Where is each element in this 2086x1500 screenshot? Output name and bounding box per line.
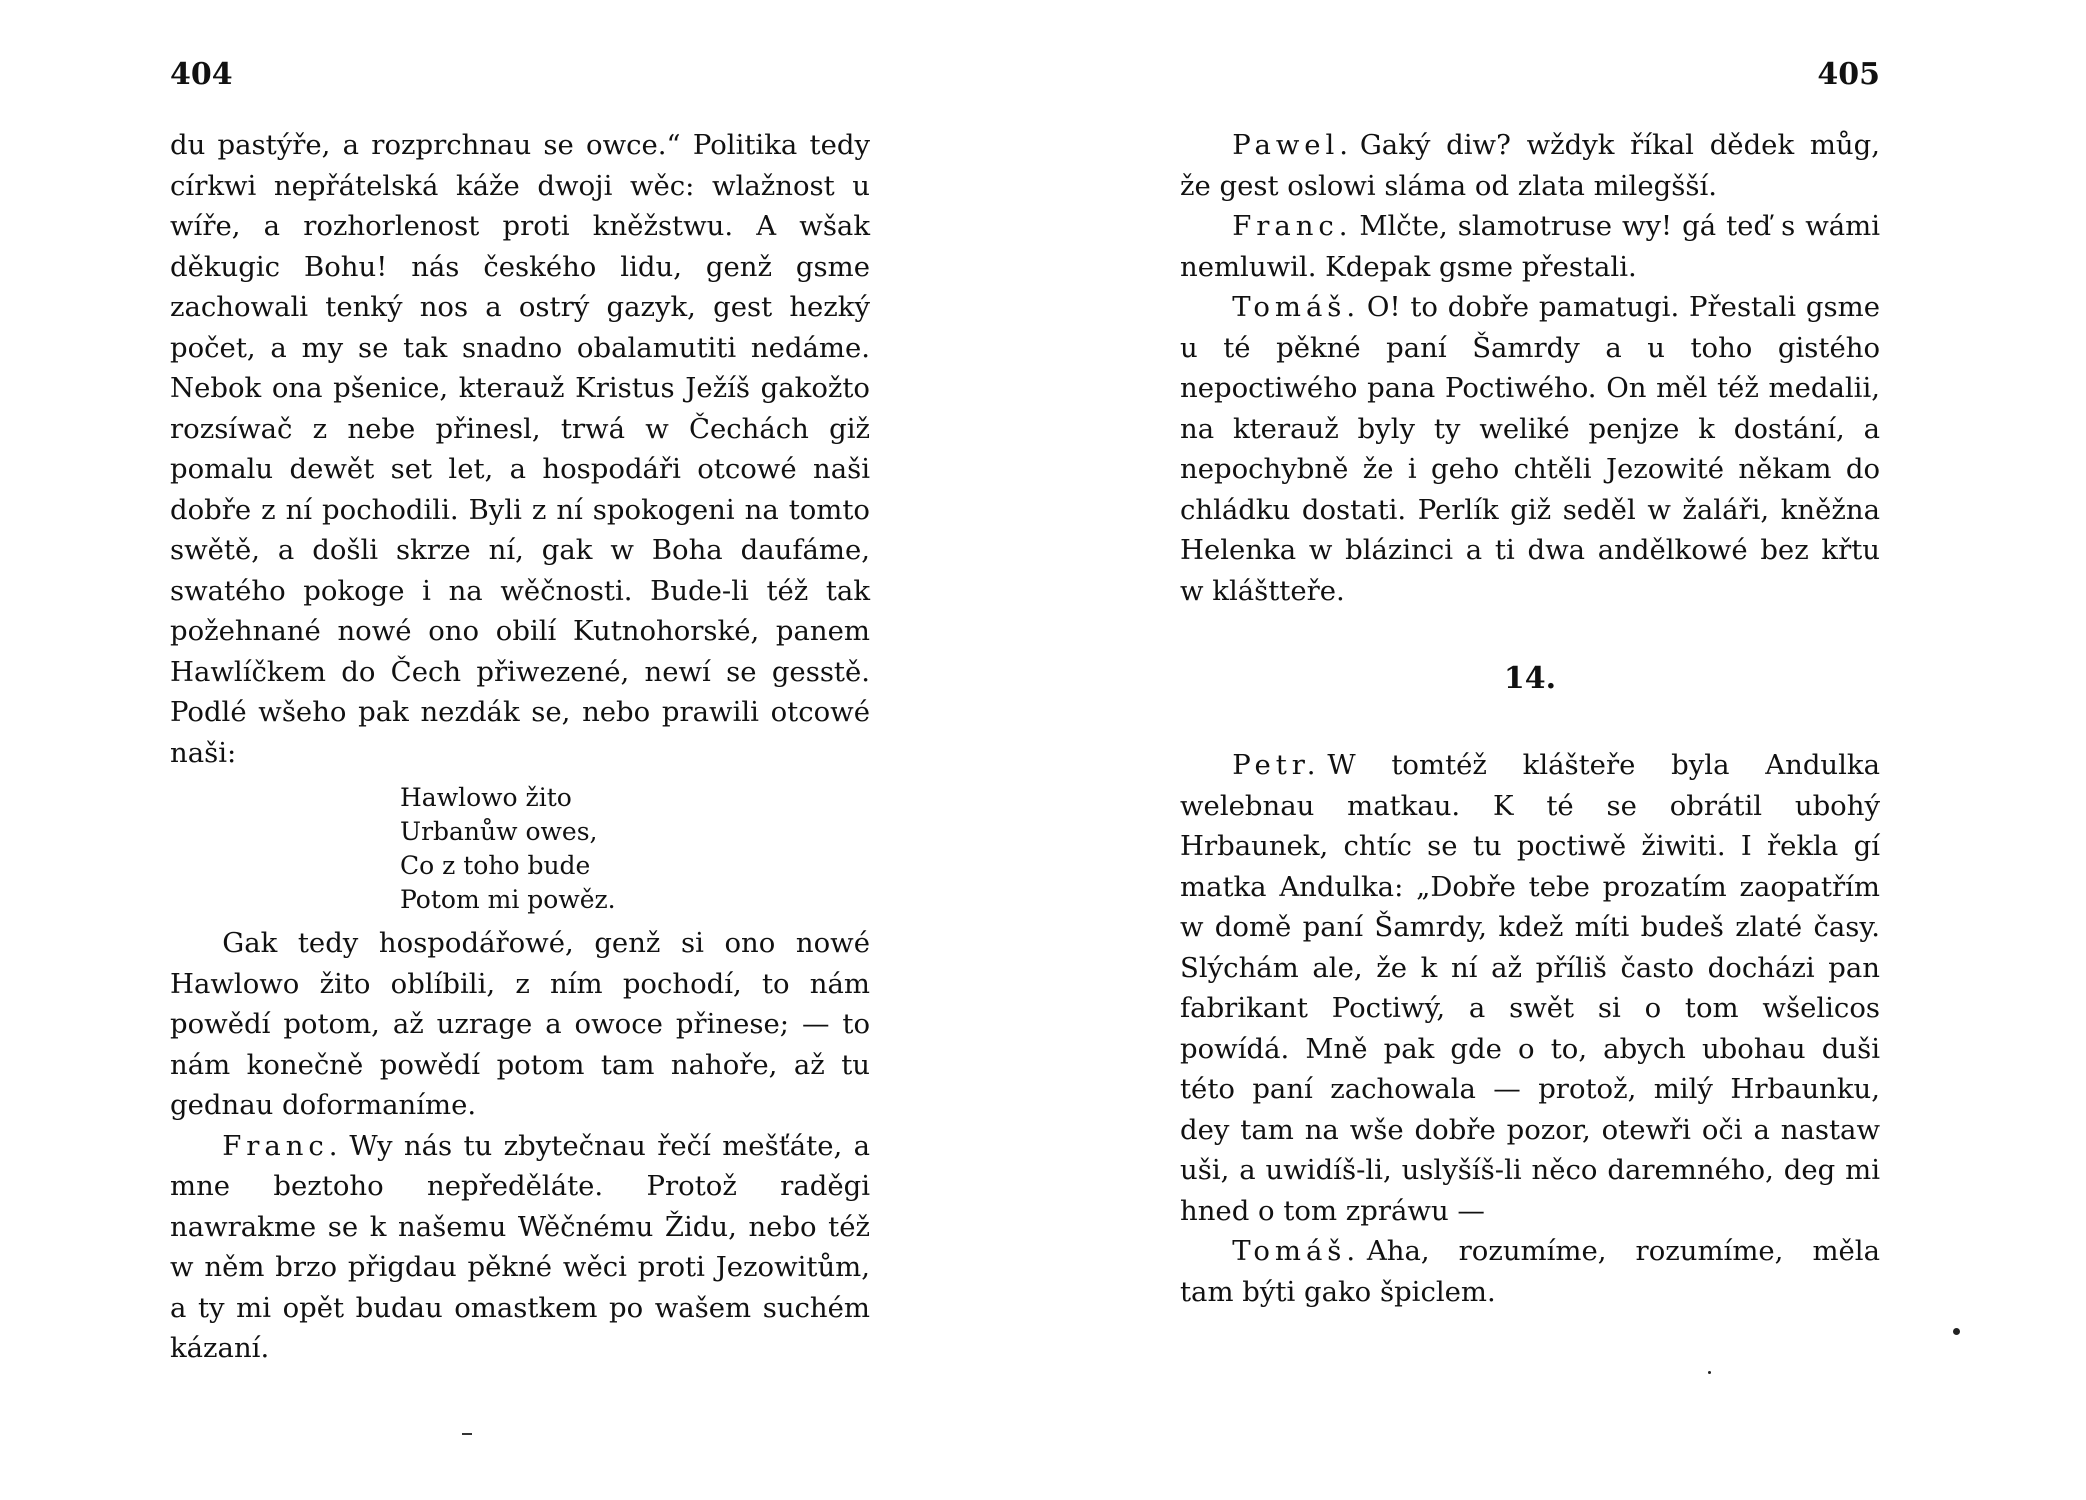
page-number-left: 404 xyxy=(170,57,233,92)
speaker-name: Franc. xyxy=(1232,210,1353,242)
speaker-name: Franc. xyxy=(222,1129,343,1162)
speaker-name: Tomáš. xyxy=(1232,1235,1361,1267)
paragraph: Gak tedy hospodářowé, genž si ono nowé Hawlowo žito oblíbili, z ním pochodí, to nám powědí potom, až uzrage a owoce přinese; — to nám konečně powědí potom tam nahoře, až tu gednau doformaníme. xyxy=(170,927,870,1121)
left-page xyxy=(170,55,870,1369)
dialogue-text: O! to dobře pamatugi. Přestali gsme u té pěkné paní Šamrdy a u toho gistého nepoctiwého pana Poctiwého. On měl též medalii, na kterauž byly ty weliké penjze k dostání, a nepochybně že i geho chtěli Jezowité někam do chládku dostati. Perlík giž seděl w žaláři, kněžna Helenka w blázinci a ti dwa andělkowé bez křtu w kláštteře. xyxy=(1180,291,1880,607)
dialogue-paragraph xyxy=(1180,745,1880,1231)
dialogue-text: Mlčte, slamotruse wy! gá teď s wámi nemluwil. Kdepak gsme přestali. xyxy=(1180,210,1880,283)
speaker-name: Tomáš. xyxy=(1232,291,1361,323)
paragraph: du pastýře, a rozprchnau se owce.“ Politika tedy církwi nepřátelská káže dwoji wěc: wlažnost u wíře, a rozhorlenost proti kněžstwu. A wšak děkugic Bohu! nás českého lidu, genž gsme zachowali tenký nos a ostrý gazyk, gest hezký počet, a my se tak snadno obalamutiti nedáme. Nebok ona pšenice, kterauž Kristus Ježíš gakožto rozsíwač z nebe přinesl, trwá w Čechách giž pomalu dewět set let, a hospodáři otcowé naši dobře z ní pochodili. Byli z ní spokogeni na tomto swětě, a došli skrze ní, gak w Boha daufáme, swatého pokoge i na wěčnosti. Bude-li též tak požehnané nowé ono obilí Kutnohorské, panem Hawlíčkem do Čech přiwezené, newí se gesstě. Podlé wšeho pak nezdák se, nebo prawili otcowé naši: xyxy=(170,129,870,769)
dialogue-text: Wy nás tu zbytečnau řečí mešťáte, a mne beztoho nepředěláte. Protož raděgi nawrakme se k našemu Wěčnému Židu, nebo též w něm brzo přigdau pěkné wěci proti Jezowitům, a ty mi opět budau omastkem po wašem suchém kázaní. xyxy=(170,1129,870,1364)
left-page-text xyxy=(170,125,870,1369)
stray-mark xyxy=(462,1433,472,1435)
verse-line: Potom mi powěz. xyxy=(400,885,616,914)
verse-line: Hawlowo žito xyxy=(400,783,572,812)
dialogue-paragraph xyxy=(1180,206,1880,287)
verse-line: Urbanůw owes, xyxy=(400,817,598,846)
dialogue-text: W tomtéž klášteře byla Andulka welebnau matkau. K té se obrátil ubohý Hrbaunek, chtíc se tu poctiwě žiwiti. I řekla gí matka Andulka: „Dobře tebe prozatím zaopatřím w domě paní Šamrdy, kdež míti budeš zlaté časy. Slýchám ale, že k ní až příliš často docházi pan fabrikant Poctiwý, a swět si o tom wšelicos powídá. Mně pak gde o to, abych ubohau duši této paní zachowala — protož, milý Hrbaunku, dey tam na wše dobře pozor, otewři oči a nastaw uši, a uwidíš-li, uslyšíš-li něco daremného, deg mi hned o tom zpráwu — xyxy=(1180,749,1880,1227)
ink-dot xyxy=(1953,1328,1960,1335)
speaker-name: Petr. xyxy=(1232,749,1321,781)
dialogue-text: Aha, rozumíme, rozumíme, měla tam býti gako špiclem. xyxy=(1180,1235,1880,1308)
page-number-right: 405 xyxy=(1817,57,1880,92)
verse-line: Co z toho bude xyxy=(400,851,591,880)
verse-block xyxy=(400,781,870,917)
dialogue-paragraph xyxy=(1180,287,1880,611)
dialogue-paragraph xyxy=(170,1126,870,1369)
section-heading: 14. xyxy=(1503,661,1557,696)
dialogue-paragraph xyxy=(1180,125,1880,206)
right-page-text xyxy=(1180,125,1880,1312)
dialogue-paragraph xyxy=(1180,1231,1880,1312)
ink-dot xyxy=(1708,1371,1711,1374)
dialogue-text: Gaký diw? wždyk říkal dědek můg, že gest oslowi sláma od zlata milegšší. xyxy=(1180,129,1880,202)
speaker-name: Pawel. xyxy=(1232,129,1353,161)
right-page xyxy=(1180,55,1880,1312)
